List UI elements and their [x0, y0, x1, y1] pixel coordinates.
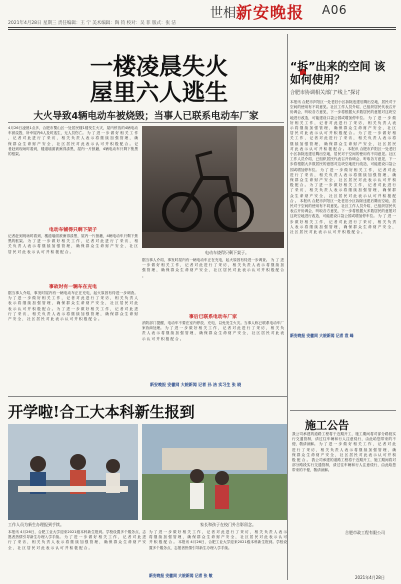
story1-paragraph: 记者赶到现场时看到，楼道墙面被熏得漆黑，屋内一片狼藉，4辆电动车只剩下焦黑的框架。: [8, 141, 138, 157]
photo-caption: 电动车烧得只剩下架子。: [205, 250, 249, 255]
story2: [290, 60, 396, 339]
story1-paragraph: 记者赶到现场时看到，楼道墙面被熏得漆黑，屋内一片狼藉，4辆电动车只剩下焦黑的框架。: [8, 234, 138, 244]
story1-paragraph: 4月26日凌晨1点多，合肥市蜀山区一处居民楼1楼发生火灾，屋内停放的4辆电动车被烧毁，所幸屋内6人及时逃生，无人员伤亡。: [8, 126, 138, 136]
registration-photo: [8, 424, 138, 520]
page-number: A06: [322, 3, 347, 17]
story2-body: [290, 100, 396, 330]
story3-paragraph: 本报讯 4月26日，合肥工业大学迎来2021级本科新生报到。学校设置多个服务点，志愿者热情引导新生办理入学手续。: [8, 530, 146, 540]
notice-paragraph: 我公司承建的道路工程将于近期开工，施工期间将对部分路段实行交通管制，请过往车辆和行人注意绕行，由此给您带来的不便，敬请谅解。: [292, 432, 396, 447]
story2-paragraph: 本报讯 合肥市庐阳区一处老旧小区拆除违建后腾出空地，居民对于空间的使用有不同意见。社区工作人员介绍，已组织居民代表召开协调会，听取各方意见，下一步将根据大多数居民的意愿对这块空地进行改造，可能建设口袋公园或增加停车位。: [290, 100, 396, 120]
story1-credit: 新安晚报 安徽网 大皖新闻 记者 孙 洁 实习生 张 晓: [150, 382, 242, 387]
story3-body-col2: [149, 530, 287, 570]
notice-title: 施工公告: [305, 419, 349, 432]
campus-caption: 家长和孩子在校门外合影留念。: [200, 522, 256, 527]
story3-paragraph: 为 了 进 一 步 做 好 相 关 工 作 ， 记 者 对 此 进 行 了 采 访 ， 相 关 负 责 人 表 示 将 继 续 加 强 管 理 ， 确 保 群 众 生 命 财 产 安 全 ， 社 区 居 民 对 此 表 示 认 可 并 积 极 配 合 。: [149, 530, 287, 545]
story2-paragraph: 为 了 进 一 步 做 好 相 关 工 作 ， 记 者 对 此 进 行 了 采 访 ， 相 关 负 责 人 表 示 将 继 续 加 强 管 理 ， 确 保 群 众 生 命 财 产 安 全 ， 社 区 居 民 对 此 表 示 认 可 并 积 极 配 合 。: [290, 131, 396, 151]
story1-divider: [8, 122, 284, 123]
story1-paragraph: 消防部门提醒，电动车不要在室内停放、充电，以免发生火灾。当事人称已联系电动车厂家协商处理。: [142, 321, 284, 331]
notice-divider: [290, 410, 396, 411]
story2-paragraph: 为 了 进 一 步 做 好 相 关 工 作 ， 记 者 对 此 进 行 了 采 访 ， 相 关 负 责 人 表 示 将 继 续 加 强 管 理 ， 确 保 群 众 生 命 财 产 安 全 ， 社 区 居 民 对 此 表 示 认 可 并 积 极 配 合 。: [290, 167, 396, 188]
story1-headline-line1: 一楼凌晨失火: [90, 53, 228, 80]
story2-paragraph: 本报讯 合肥市庐阳区一处老旧小区拆除违建后腾出空地，居民对于空间的使用有不同意见。社区工作人员介绍，已组织居民代表召开协调会，听取各方意见，下一步将根据大多数居民的意愿对这块空地进行改造，可能建设口袋公园或增加停车位。: [290, 146, 396, 172]
section-title: 世相: [210, 6, 237, 21]
story3-credit: 新安晚报 安徽网 大皖新闻 记者 张 敏: [149, 573, 213, 578]
story1-body-col2b: [142, 321, 284, 379]
story1-subheadline: 大火导致4辆电动车被烧毁；当事人已联系电动车厂家: [33, 111, 259, 122]
story3-paragraph: 为 了 进 一 步 做 好 相 关 工 作 ， 记 者 对 此 进 行 了 采 访 ， 相 关 负 责 人 表 示 将 继 续 加 强 管 理 ， 确 保 群 众 生 命 财 产 安 全 ， 社 区 居 民 对 此 表 示 认 可 并 积 极 配 合 。: [8, 535, 146, 550]
story1-subhead-b: 事故时有一辆车在充电: [49, 285, 97, 290]
story3-body-col1: [8, 530, 146, 578]
story1-paragraph: 为 了 进 一 步 做 好 相 关 工 作 ， 记 者 对 此 进 行 了 采 访 ， 相 关 负 责 人 表 示 将 继 续 加 强 管 理 ， 确 保 群 众 生 命 财 产 安 全 ， 社 区 居 民 对 此 表 示 认 可 并 积 极 配 合 。: [8, 131, 138, 146]
story1-paragraph: 为 了 进 一 步 做 好 相 关 工 作 ， 记 者 对 此 进 行 了 采 访 ， 相 关 负 责 人 表 示 将 继 续 加 强 管 理 ， 确 保 群 众 生 命 财 产 安 全 ， 社 区 居 民 对 此 表 示 认 可 并 积 极 配 合 。: [8, 306, 138, 322]
story1-body-col1b: [8, 234, 138, 280]
story1-headline-line2: 屋里六人逃生: [90, 79, 228, 106]
story1-subhead-a: 电动车铺得只剩下架子: [49, 228, 97, 233]
burnt-scooter-image: [142, 126, 284, 248]
story1-subhead-c: 事后已联系电动车厂家: [189, 315, 237, 320]
story2-credit: 新安晚报 安徽网 大皖新闻 记者 袁 峰: [290, 333, 354, 338]
story2-paragraph: 为 了 进 一 步 做 好 相 关 工 作 ， 记 者 对 此 进 行 了 采 访 ， 相 关 负 责 人 表 示 将 继 续 加 强 管 理 ， 确 保 群 众 生 命 财 产 安 全 ， 社 区 居 民 对 此 表 示 认 可 并 积 极 配 合 。: [290, 115, 396, 136]
story2-headline: “拆”出来的空间 该如何使用？: [290, 60, 386, 86]
page-header: [0, 0, 401, 28]
story1-paragraph: 据当事人介绍，事发时屋内有一辆电动车正在充电，起火原因有待进一步调查。: [8, 291, 138, 295]
story2-paragraph: 为 了 进 一 步 做 好 相 关 工 作 ， 记 者 对 此 进 行 了 采 访 ， 相 关 负 责 人 表 示 将 继 续 加 强 管 理 ， 确 保 群 众 生 命 财 产 安 全 ， 社 区 居 民 对 此 表 示 认 可 并 积 极 配 合 。: [290, 183, 396, 203]
story2-paragraph: 为 了 进 一 步 做 好 相 关 工 作 ， 记 者 对 此 进 行 了 采 访 ， 相 关 负 责 人 表 示 将 继 续 加 强 管 理 ， 确 保 群 众 生 命 财 产 安 全 ， 社 区 居 民 对 此 表 示 认 可 并 积 极 配 合 。: [290, 214, 396, 235]
notice-paragraph: 我公司承建的道路工程将于近期开工，施工期间将对部分路段实行交通管制，请过往车辆和行人注意绕行，由此给您带来的不便，敬请谅解。: [292, 458, 396, 473]
fire-scene-photo: [142, 126, 284, 248]
campus-gate-photo: [142, 424, 287, 520]
story1-paragraph: 为 了 进 一 步 做 好 相 关 工 作 ， 记 者 对 此 进 行 了 采 访 ， 相 关 负 责 人 表 示 将 继 续 加 强 管 理 ， 确 保 群 众 生 命 财 产 安 全 ， 社 区 居 民 对 此 表 示 认 可 并 积 极 配 合 。: [142, 326, 284, 341]
story1-body-col2: [142, 258, 284, 310]
notice-date: 2021年4月28日: [355, 575, 385, 580]
column-divider: [287, 34, 288, 580]
header-meta: 2021年4月28日 星期三 责任编辑：王 宁 美术编辑：陶 钧 校对：吴 菲 版式：张 洁: [8, 21, 176, 26]
notice-body: [292, 432, 396, 524]
header-rule: [8, 27, 396, 28]
story3-paragraph: 本报讯 4月26日，合肥工业大学迎来2021级本科新生报到。学校设置多个服务点，志愿者热情引导新生办理入学手续。: [149, 540, 287, 550]
students-registering-image: [8, 424, 138, 520]
story1-paragraph: 据当事人介绍，事发时屋内有一辆电动车正在充电，起火原因有待进一步调查。: [142, 258, 270, 262]
story1-paragraph: 为 了 进 一 步 做 好 相 关 工 作 ， 记 者 对 此 进 行 了 采 访 ， 相 关 负 责 人 表 示 将 继 续 加 强 管 理 ， 确 保 群 众 生 命 财 产 安 全 ， 社 区 居 民 对 此 表 示 认 可 并 积 极 配 合 。: [142, 258, 284, 278]
notice-paragraph: 为 了 进 一 步 做 好 相 关 工 作 ， 记 者 对 此 进 行 了 采 访 ， 相 关 负 责 人 表 示 将 继 续 加 强 管 理 ， 确 保 群 众 生 命 财 产 安 全 ， 社 区 居 民 对 此 表 示 认 可 并 积 极 配 合 。: [292, 442, 396, 463]
story1-body-col1c: [8, 291, 138, 391]
story2-paragraph: 本报讯 合肥市庐阳区一处老旧小区拆除违建后腾出空地，居民对于空间的使用有不同意见。社区工作人员介绍，已组织居民代表召开协调会，听取各方意见，下一步将根据大多数居民的意愿对这块空地进行改造，可能建设口袋公园或增加停车位。: [290, 198, 396, 219]
story1-paragraph: 为 了 进 一 步 做 好 相 关 工 作 ， 记 者 对 此 进 行 了 采 访 ， 相 关 负 责 人 表 示 将 继 续 加 强 管 理 ， 确 保 群 众 生 命 财 产 安 全 ， 社 区 居 民 对 此 表 示 认 可 并 积 极 配 合 。: [8, 296, 138, 311]
story3-divider: [8, 396, 287, 397]
notice-signer: 合肥市政工程有限公司: [345, 530, 385, 535]
family-photo-image: [142, 424, 287, 520]
newspaper-logo: 新安晚报: [236, 3, 305, 22]
story1-headline: [64, 54, 254, 106]
story2-subheadline: 合肥市协调相关部门“线上”探讨: [290, 90, 361, 96]
registration-caption: 工作人员为新生办理报到手续。: [8, 522, 64, 527]
story1-paragraph: 为 了 进 一 步 做 好 相 关 工 作 ， 记 者 对 此 进 行 了 采 访 ， 相 关 负 责 人 表 示 将 继 续 加 强 管 理 ， 确 保 群 众 生 命 财 产 安 全 ， 社 区 居 民 对 此 表 示 认 可 并 积 极 配 合 。: [8, 239, 138, 254]
story3-headline: 开学啦!合工大本科新生报到: [8, 403, 195, 421]
story1-body-col1: [8, 126, 138, 224]
header-rule-thin: [8, 29, 396, 30]
